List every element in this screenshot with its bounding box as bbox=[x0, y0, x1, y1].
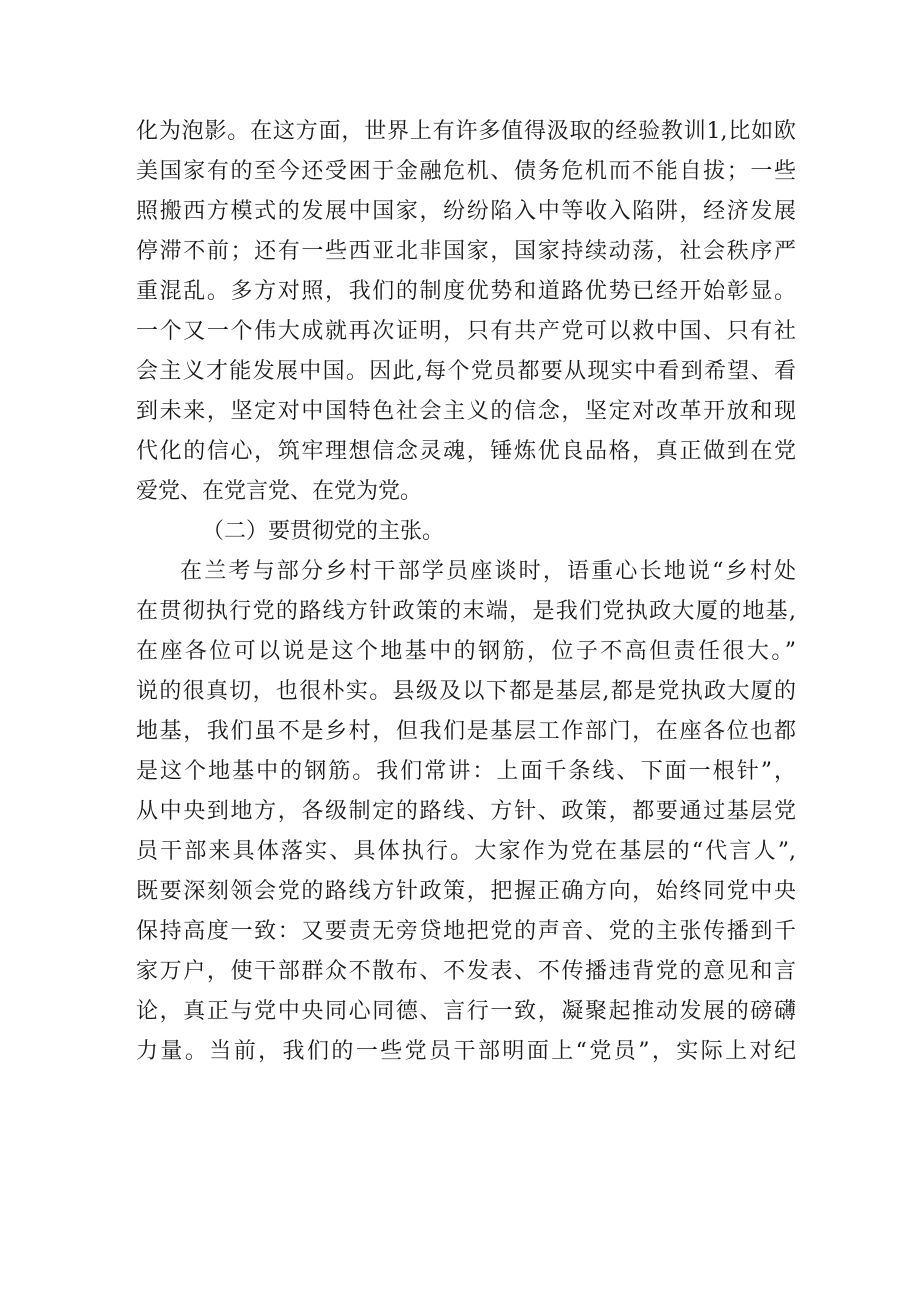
text-line: 从中央到地方，各级制定的路线、方针、政策，都要通过基层党 bbox=[136, 799, 796, 824]
text-line: 是这个地基中的钢筋。我们常讲：上面千条线、下面一根针”， bbox=[136, 759, 796, 784]
text-line: 代化的信心，筑牢理想信念灵魂，锤炼优良品格，真正做到在党 bbox=[136, 439, 796, 464]
text-line: 美国家有的至今还受困于金融危机、债务危机而不能自拔；一些 bbox=[136, 159, 796, 184]
text-line: 力量。当前，我们的一些党员干部明面上“党员”，实际上对纪 bbox=[136, 1039, 796, 1064]
text-line: 员干部来具体落实、具体执行。大家作为党在基层的“代言人”, bbox=[136, 839, 796, 864]
text-line: 地基，我们虽不是乡村，但我们是基层工作部门，在座各位也都 bbox=[136, 719, 796, 744]
document-body bbox=[136, 112, 796, 1072]
text-line: 论，真正与党中央同心同德、言行一致，凝聚起推动发展的磅礴 bbox=[136, 999, 796, 1024]
text-line: 在贯彻执行党的路线方针政策的末端，是我们党执政大厦的地基, bbox=[136, 599, 796, 624]
text-line: 在座各位可以说是这个地基中的钢筋，位子不高但责任很大。” bbox=[136, 639, 796, 664]
text-line: 在兰考与部分乡村干部学员座谈时，语重心长地说“乡村处 bbox=[180, 559, 796, 584]
text-line: 重混乱。多方对照，我们的制度优势和道路优势已经开始彰显。 bbox=[136, 279, 796, 304]
text-line: 既要深刻领会党的路线方针政策，把握正确方向，始终同党中央 bbox=[136, 879, 796, 904]
text-line: 保持高度一致：又要责无旁贷地把党的声音、党的主张传播到千 bbox=[136, 919, 796, 944]
text-line: 到未来，坚定对中国特色社会主义的信念，坚定对改革开放和现 bbox=[136, 399, 796, 424]
text-line: 会主义才能发展中国。因此,每个党员都要从现实中看到希望、看 bbox=[136, 359, 796, 384]
text-line: 家万户，使干部群众不散布、不发表、不传播违背党的意见和言 bbox=[136, 959, 796, 984]
text-line: 照搬西方模式的发展中国家，纷纷陷入中等收入陷阱，经济发展 bbox=[136, 199, 796, 224]
text-line: 一个又一个伟大成就再次证明，只有共产党可以救中国、只有社 bbox=[136, 319, 796, 344]
text-line: 停滞不前；还有一些西亚北非国家，国家持续动荡，社会秩序严 bbox=[136, 239, 796, 264]
text-line: 化为泡影。在这方面，世界上有许多值得汲取的经验教训1,比如欧 bbox=[136, 119, 796, 144]
text-line: 爱党、在党言党、在党为党。 bbox=[136, 479, 423, 504]
text-line: 说的很真切，也很朴实。县级及以下都是基层,都是党执政大厦的 bbox=[136, 679, 796, 704]
section-heading: （二）要贯彻党的主张。 bbox=[202, 519, 445, 544]
